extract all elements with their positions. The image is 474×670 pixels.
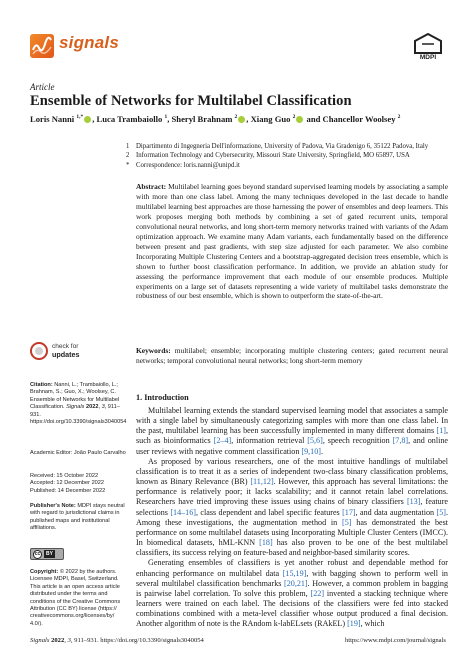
footer-citation: Signals 2022, 3, 911–931. https://doi.org/10.3390/signals3040054 (30, 637, 204, 644)
reference-link[interactable]: [9,10] (301, 446, 321, 456)
affiliation-1 (126, 143, 429, 150)
text-run: , which (360, 619, 385, 629)
reference-link[interactable]: [17] (342, 507, 356, 517)
note-label: Publisher's Note: (30, 503, 76, 509)
journal-name[interactable]: signals (59, 33, 119, 52)
reference-link[interactable]: [1] (436, 426, 446, 436)
correspondence (126, 162, 240, 169)
affiliation-number: 1 (126, 143, 130, 150)
check-for-updates-button[interactable] (30, 342, 110, 362)
editor-label: Academic Editor: (30, 450, 73, 456)
reference-link[interactable]: [5,6] (307, 436, 323, 446)
editor-block (30, 450, 126, 457)
text-run: Generating ensembles of classifiers is yet another robust and dependable method for enhancing performance on multilabel data (136, 558, 448, 578)
text-run: . Among these investigations, the augmentation method in (136, 507, 448, 527)
reference-link[interactable]: [13] (406, 497, 421, 507)
section-heading: 1. Introduction (136, 393, 189, 402)
footer-journal-link[interactable]: https://www.mdpi.com/journal/signals (344, 637, 446, 644)
dates-block (30, 473, 126, 495)
journal-logo-icon (30, 34, 54, 58)
reference-link[interactable]: [11,12] (250, 477, 274, 487)
author-name[interactable]: Sheryl Brahnam (171, 114, 235, 124)
orcid-icon[interactable] (84, 116, 91, 123)
footer-journal: Signals (30, 637, 50, 644)
citation-journal: Signals (66, 404, 85, 411)
affiliation-number: 2 (126, 152, 130, 159)
author-affiliation-mark: 2 (397, 114, 401, 121)
introduction-body (136, 406, 448, 629)
text-run: . However, this approach has several limitations: the performance is relatively poor; it lacks scalability; and it cannot retain label correlations. Researchers have tried improving these issues using chains of binary classifiers (136, 477, 449, 507)
author-affiliation-mark: 2 (292, 114, 296, 121)
reference-link[interactable]: [7,8] (392, 436, 409, 446)
text-run: Multilabel learning extends the standard supervised learning model that associates a sample with a single label by simultaneously categorizing samples with more than one class label. In the past, multilabel learning has been successfully implemented in many different domains (136, 406, 448, 436)
reference-link[interactable]: [18] (259, 538, 273, 548)
reference-link[interactable]: [5] (342, 517, 352, 527)
author-name[interactable]: Chancellor Woolsey (322, 114, 398, 124)
author-affiliation-mark: 1 (164, 114, 168, 121)
text-run: , and data augmentation (355, 507, 437, 517)
affiliation-number: * (126, 162, 130, 169)
check-updates-line2: updates (52, 349, 80, 359)
text-run: invented a stacking technique where learners were trained on each label. The decisions of the classifiers were fed into stacked combinations combined with a meta-level classifier whose output produced a final decision. Another algorithm of note is the RAndom k-labELsets (RAkEL) (136, 588, 448, 629)
text-run: has also proven to be one of the best multilabel classifiers, its success relying on feature-based and neighbor-based similarity scores. (136, 538, 448, 558)
keywords (136, 346, 448, 366)
received-date: Received: 15 October 2022 (30, 473, 99, 479)
affiliation-2 (126, 152, 410, 159)
abstract-text: Multilabel learning goes beyond standard supervised learning models by associating a sample with more than one class label. Among the many techniques developed in the last decade to handle multilabel learning best approaches are those harnessing the power of ensembles and deep learners. This work proposes merging both methods by combining a set of gated recurrent units, temporal convolutional neural networks, and long short-term memory networks trained with variants of the Adam optimization approach. We examine many Adam variants, each fundamentally based on the difference between present and past gradients, with step size adjusted for each parameter. We also combine Incorporating Multiple Clustering Centers and a bootstrap-aggregated decision trees ensemble, which is shown to further boost classification performance. In addition, we provide an ablation study for assessing the performance improvement that each module of our ensemble produces. Multiple experiments on a large set of datasets representing a wide variety of multilabel tasks demonstrate the robustness of our best ensemble, which is shown to outperform the state-of-the-art. (136, 182, 448, 301)
text-run: , and online user reviews with negative comment classification (136, 436, 448, 456)
keywords-text: multilabel; ensemble; incorporating multiple clustering centers; gated recurrent neural networks; temporal convolutional neural networks; long short-term memory (136, 346, 449, 365)
author-list: Loris Nanni $^{1,*}$ , Luca Trambaiollo $^1$, Sheryl Brahnam $^2$ , Xiang Guo $^2$ and Chancellor Woolsey $^2$ (30, 114, 401, 124)
footer-volume: 3 (67, 637, 71, 644)
text-run: has demonstrated the best performance on some multilabel datasets using Incorporating Multiple Cluster Centers (IMCC). In biomedical datasets, hML-KNN (136, 517, 448, 548)
intro-paragraph-1 (136, 406, 448, 457)
orcid-icon[interactable] (238, 116, 245, 123)
text-run: , such as bioinformatics (136, 426, 448, 446)
reference-link[interactable]: [14–16] (170, 507, 196, 517)
text-run: , speech recognition (322, 436, 393, 446)
correspondence-text[interactable]: Correspondence: loris.nanni@unipd.it (136, 162, 240, 169)
cc-by-license-icon[interactable] (30, 548, 64, 560)
text-run: , information retrieval (231, 436, 308, 446)
check-updates-line1: check for (52, 343, 79, 350)
accepted-date: Accepted: 12 December 2022 (30, 480, 105, 487)
author-and: and (306, 114, 321, 124)
citation-text: Nanni, L.; Trambaiollo, L.; Brahnam, S.; Guo, X.; Woolsey, C. Ensemble of Networks for Multilabel Classification. (30, 382, 120, 411)
intro-paragraph-3 (136, 558, 448, 629)
citation-doi[interactable]: , 911–931. https://doi.org/10.3390/signals3040054 (30, 404, 127, 426)
author-name[interactable]: Loris Nanni (30, 114, 77, 124)
author-name[interactable]: Xiang Guo (250, 114, 293, 124)
footer-doi-link[interactable]: , 911–931. https://doi.org/10.3390/signals3040054 (70, 637, 204, 644)
author-affiliation-mark: 1,* (76, 114, 84, 121)
text-run: , class dependent and label specific features (195, 507, 343, 517)
text-run: As proposed by various researchers, one of the most intuitive handlings of multilabel classification is to treat it as a series of independent two-class binary classification problems, known as Binary Relevance (BR) (136, 456, 448, 487)
citation-volume: 3 (101, 404, 105, 411)
affiliation-text: Information Technology and Cybersecurity, Missouri State University, Springfield, MO 65897, USA (136, 152, 410, 159)
reference-link[interactable]: [2–4] (213, 436, 232, 446)
article-type: Article (30, 82, 55, 92)
affiliation-text: Dipartimento di Ingegneria Dell'informazione, University of Padova, Via Gradenigo 6, 35122 Padova, Italy (136, 143, 429, 150)
intro-paragraph-2 (136, 457, 448, 559)
text-run: . However, a common problem in bagging is pairwise label correlation. To solve this problem, (136, 578, 448, 598)
editor-name: João Paulo Carvalho (73, 450, 126, 456)
abstract-label: Abstract: (136, 182, 167, 191)
mdpi-logo-icon[interactable] (413, 33, 443, 67)
by-icon: BY (46, 551, 53, 557)
published-date: Published: 14 December 2022 (30, 487, 106, 494)
note-text: MDPI stays neutral with regard to jurisdictional claims in published maps and institutional affiliations. (30, 503, 125, 532)
text-run: , with bagging shown to perform well in several multilabel classification benchmarks (136, 568, 448, 588)
reference-link[interactable]: [22] (310, 588, 325, 598)
footer-year: 2022 (51, 637, 65, 644)
publisher-note (30, 503, 126, 533)
reference-link[interactable]: [15,19] (282, 568, 307, 578)
citation-block: Citation: Nanni, L.; Trambaiollo, L.; Brahnam, S.; Guo, X.; Woolsey, C. Ensemble of Networks for Multilabel Classification. Signals 2022, 3, 911–931. https://doi.org/10.3390/signals3040054 (30, 382, 127, 426)
orcid-icon[interactable] (296, 116, 303, 123)
keywords-label: Keywords: (136, 346, 171, 355)
copyright-label: Copyright: (30, 569, 59, 575)
reference-link[interactable]: [5] (436, 507, 446, 517)
reference-link[interactable]: [20,21] (284, 578, 308, 588)
copyright-text: © 2022 by the authors. Licensee MDPI, Basel, Switzerland. This article is an open access article distributed under the terms and conditions of the Creative Commons Attribution (CC BY) license (https:// creativecommons.org/licenses/by/ 4.0/). (30, 569, 121, 627)
author-name[interactable]: Luca Trambaiollo (96, 114, 165, 124)
author-affiliation-mark: 2 (234, 114, 238, 121)
citation-label: Citation: (30, 382, 53, 388)
citation-year: 2022 (86, 404, 99, 411)
cc-icon: cc (34, 550, 41, 557)
publisher-name: MDPI (419, 54, 437, 61)
copyright-block (30, 569, 126, 628)
text-run: . (320, 446, 324, 456)
text-run: , feature selections (136, 497, 449, 517)
article-title: Ensemble of Networks for Multilabel Classification (30, 93, 352, 109)
check-updates-icon (30, 342, 48, 360)
reference-link[interactable]: [19] (347, 619, 361, 629)
abstract (136, 182, 448, 301)
